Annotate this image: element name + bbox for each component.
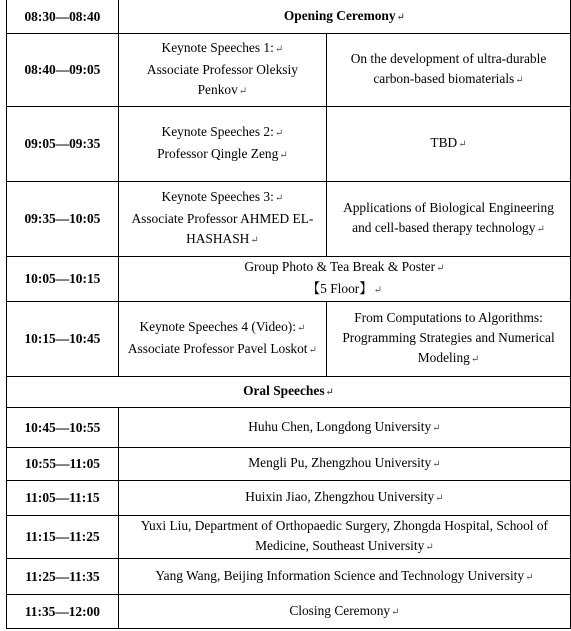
paragraph-mark: ↵ bbox=[436, 263, 445, 274]
time-cell: 11:15—11:25 bbox=[7, 516, 119, 559]
paragraph-mark: ↵ bbox=[525, 571, 534, 583]
paragraph-mark: ↵ bbox=[458, 139, 467, 150]
event-line: Group Photo & Tea Break & Poster bbox=[244, 259, 436, 274]
table-row bbox=[7, 481, 571, 516]
topic-cell bbox=[327, 302, 571, 377]
speech-text: Huixin Jiao, Zhengzhou University bbox=[245, 489, 435, 504]
paragraph-mark: ↵ bbox=[373, 285, 383, 296]
speaker-cell bbox=[118, 34, 326, 107]
topic-line: From Computations to Algorithms: bbox=[354, 310, 543, 325]
paragraph-mark: ↵ bbox=[308, 345, 317, 356]
topic-line: Modeling bbox=[417, 350, 470, 365]
table-row bbox=[7, 595, 571, 629]
time-cell: 09:05—09:35 bbox=[7, 107, 119, 182]
session-cell bbox=[118, 595, 570, 629]
table-row bbox=[7, 107, 571, 182]
event-line: 【5 Floor】 bbox=[306, 281, 373, 296]
time-cell: 08:30—08:40 bbox=[7, 0, 119, 34]
topic-line: TBD bbox=[430, 135, 458, 150]
time-cell: 11:25—11:35 bbox=[7, 559, 119, 595]
speech-cell bbox=[118, 408, 570, 448]
paragraph-mark: ↵ bbox=[238, 86, 248, 97]
paragraph-mark: ↵ bbox=[470, 354, 480, 365]
speaker-line: Keynote Speeches 1: bbox=[161, 40, 274, 55]
speech-cell bbox=[118, 481, 570, 516]
time-cell: 09:35—10:05 bbox=[7, 182, 119, 257]
paragraph-mark: ↵ bbox=[396, 11, 405, 23]
topic-line: carbon-based biomaterials bbox=[373, 71, 515, 86]
table-row bbox=[7, 377, 571, 408]
paragraph-mark: ↵ bbox=[432, 422, 441, 434]
speech-text: Huhu Chen, Longdong University bbox=[248, 418, 432, 434]
paragraph-mark: ↵ bbox=[325, 387, 334, 398]
topic-line: and cell-based therapy technology bbox=[352, 220, 536, 235]
paragraph-mark: ↵ bbox=[296, 323, 306, 334]
session-cell bbox=[118, 0, 570, 34]
speaker-cell bbox=[118, 107, 326, 182]
event-cell bbox=[118, 257, 570, 302]
speech-cell bbox=[118, 448, 570, 481]
paragraph-mark: ↵ bbox=[279, 150, 288, 161]
paragraph-mark: ↵ bbox=[274, 44, 284, 55]
speech-cell bbox=[118, 516, 570, 559]
topic-line: On the development of ultra-durable bbox=[350, 51, 547, 66]
paragraph-mark: ↵ bbox=[435, 493, 444, 504]
speaker-line: Professor Qingle Zeng bbox=[157, 146, 279, 161]
speech-line: Yuxi Liu, Department of Orthopaedic Surgery, Zhongda Hospital, School of bbox=[140, 518, 549, 533]
topic-line: Applications of Biological Engineering bbox=[343, 200, 554, 215]
speech-text: Yang Wang, Beijing Information Science and Technology University bbox=[155, 567, 525, 583]
speaker-cell bbox=[118, 182, 326, 257]
section-heading bbox=[7, 377, 571, 408]
table-row bbox=[7, 182, 571, 257]
time-cell: 10:45—10:55 bbox=[7, 408, 119, 448]
paragraph-mark: ↵ bbox=[274, 193, 284, 204]
table-row bbox=[7, 516, 571, 559]
time-cell: 08:40—09:05 bbox=[7, 34, 119, 107]
speech-text: Mengli Pu, Zhengzhou University bbox=[248, 455, 432, 470]
topic-line: Programming Strategies and Numerical bbox=[342, 330, 555, 345]
section-title: Oral Speeches bbox=[243, 383, 325, 398]
speech-line: Medicine, Southeast University bbox=[255, 538, 425, 553]
table-row bbox=[7, 257, 571, 302]
speaker-line: Keynote Speeches 4 (Video): bbox=[139, 319, 296, 334]
paragraph-mark: ↵ bbox=[432, 459, 441, 470]
table-row bbox=[7, 448, 571, 481]
table-row bbox=[7, 302, 571, 377]
time-cell: 10:15—10:45 bbox=[7, 302, 119, 377]
topic-cell bbox=[327, 34, 571, 107]
time-cell: 10:55—11:05 bbox=[7, 448, 119, 481]
session-title: Closing Ceremony bbox=[289, 602, 391, 618]
table-row bbox=[7, 559, 571, 595]
table-row bbox=[7, 408, 571, 448]
time-cell: 10:05—10:15 bbox=[7, 257, 119, 302]
topic-cell bbox=[327, 182, 571, 257]
session-title: Opening Ceremony bbox=[283, 7, 396, 23]
topic-cell bbox=[327, 107, 571, 182]
paragraph-mark: ↵ bbox=[425, 542, 434, 553]
table-row bbox=[7, 34, 571, 107]
speaker-cell bbox=[118, 302, 326, 377]
schedule-table bbox=[6, 0, 571, 629]
table-row bbox=[7, 0, 571, 34]
speaker-line: Associate Professor AHMED EL-HASHASH bbox=[131, 211, 314, 246]
time-cell: 11:05—11:15 bbox=[7, 481, 119, 516]
speaker-line: Associate Professor Oleksiy Penkov bbox=[146, 62, 298, 97]
time-cell: 11:35—12:00 bbox=[7, 595, 119, 629]
speech-cell bbox=[118, 559, 570, 595]
paragraph-mark: ↵ bbox=[536, 224, 545, 235]
speaker-line: Keynote Speeches 2: bbox=[161, 124, 274, 139]
paragraph-mark: ↵ bbox=[274, 128, 284, 139]
speaker-line: Associate Professor Pavel Loskot bbox=[127, 341, 308, 356]
paragraph-mark: ↵ bbox=[250, 235, 259, 246]
paragraph-mark: ↵ bbox=[515, 75, 524, 86]
paragraph-mark: ↵ bbox=[391, 606, 400, 618]
speaker-line: Keynote Speeches 3: bbox=[161, 189, 274, 204]
